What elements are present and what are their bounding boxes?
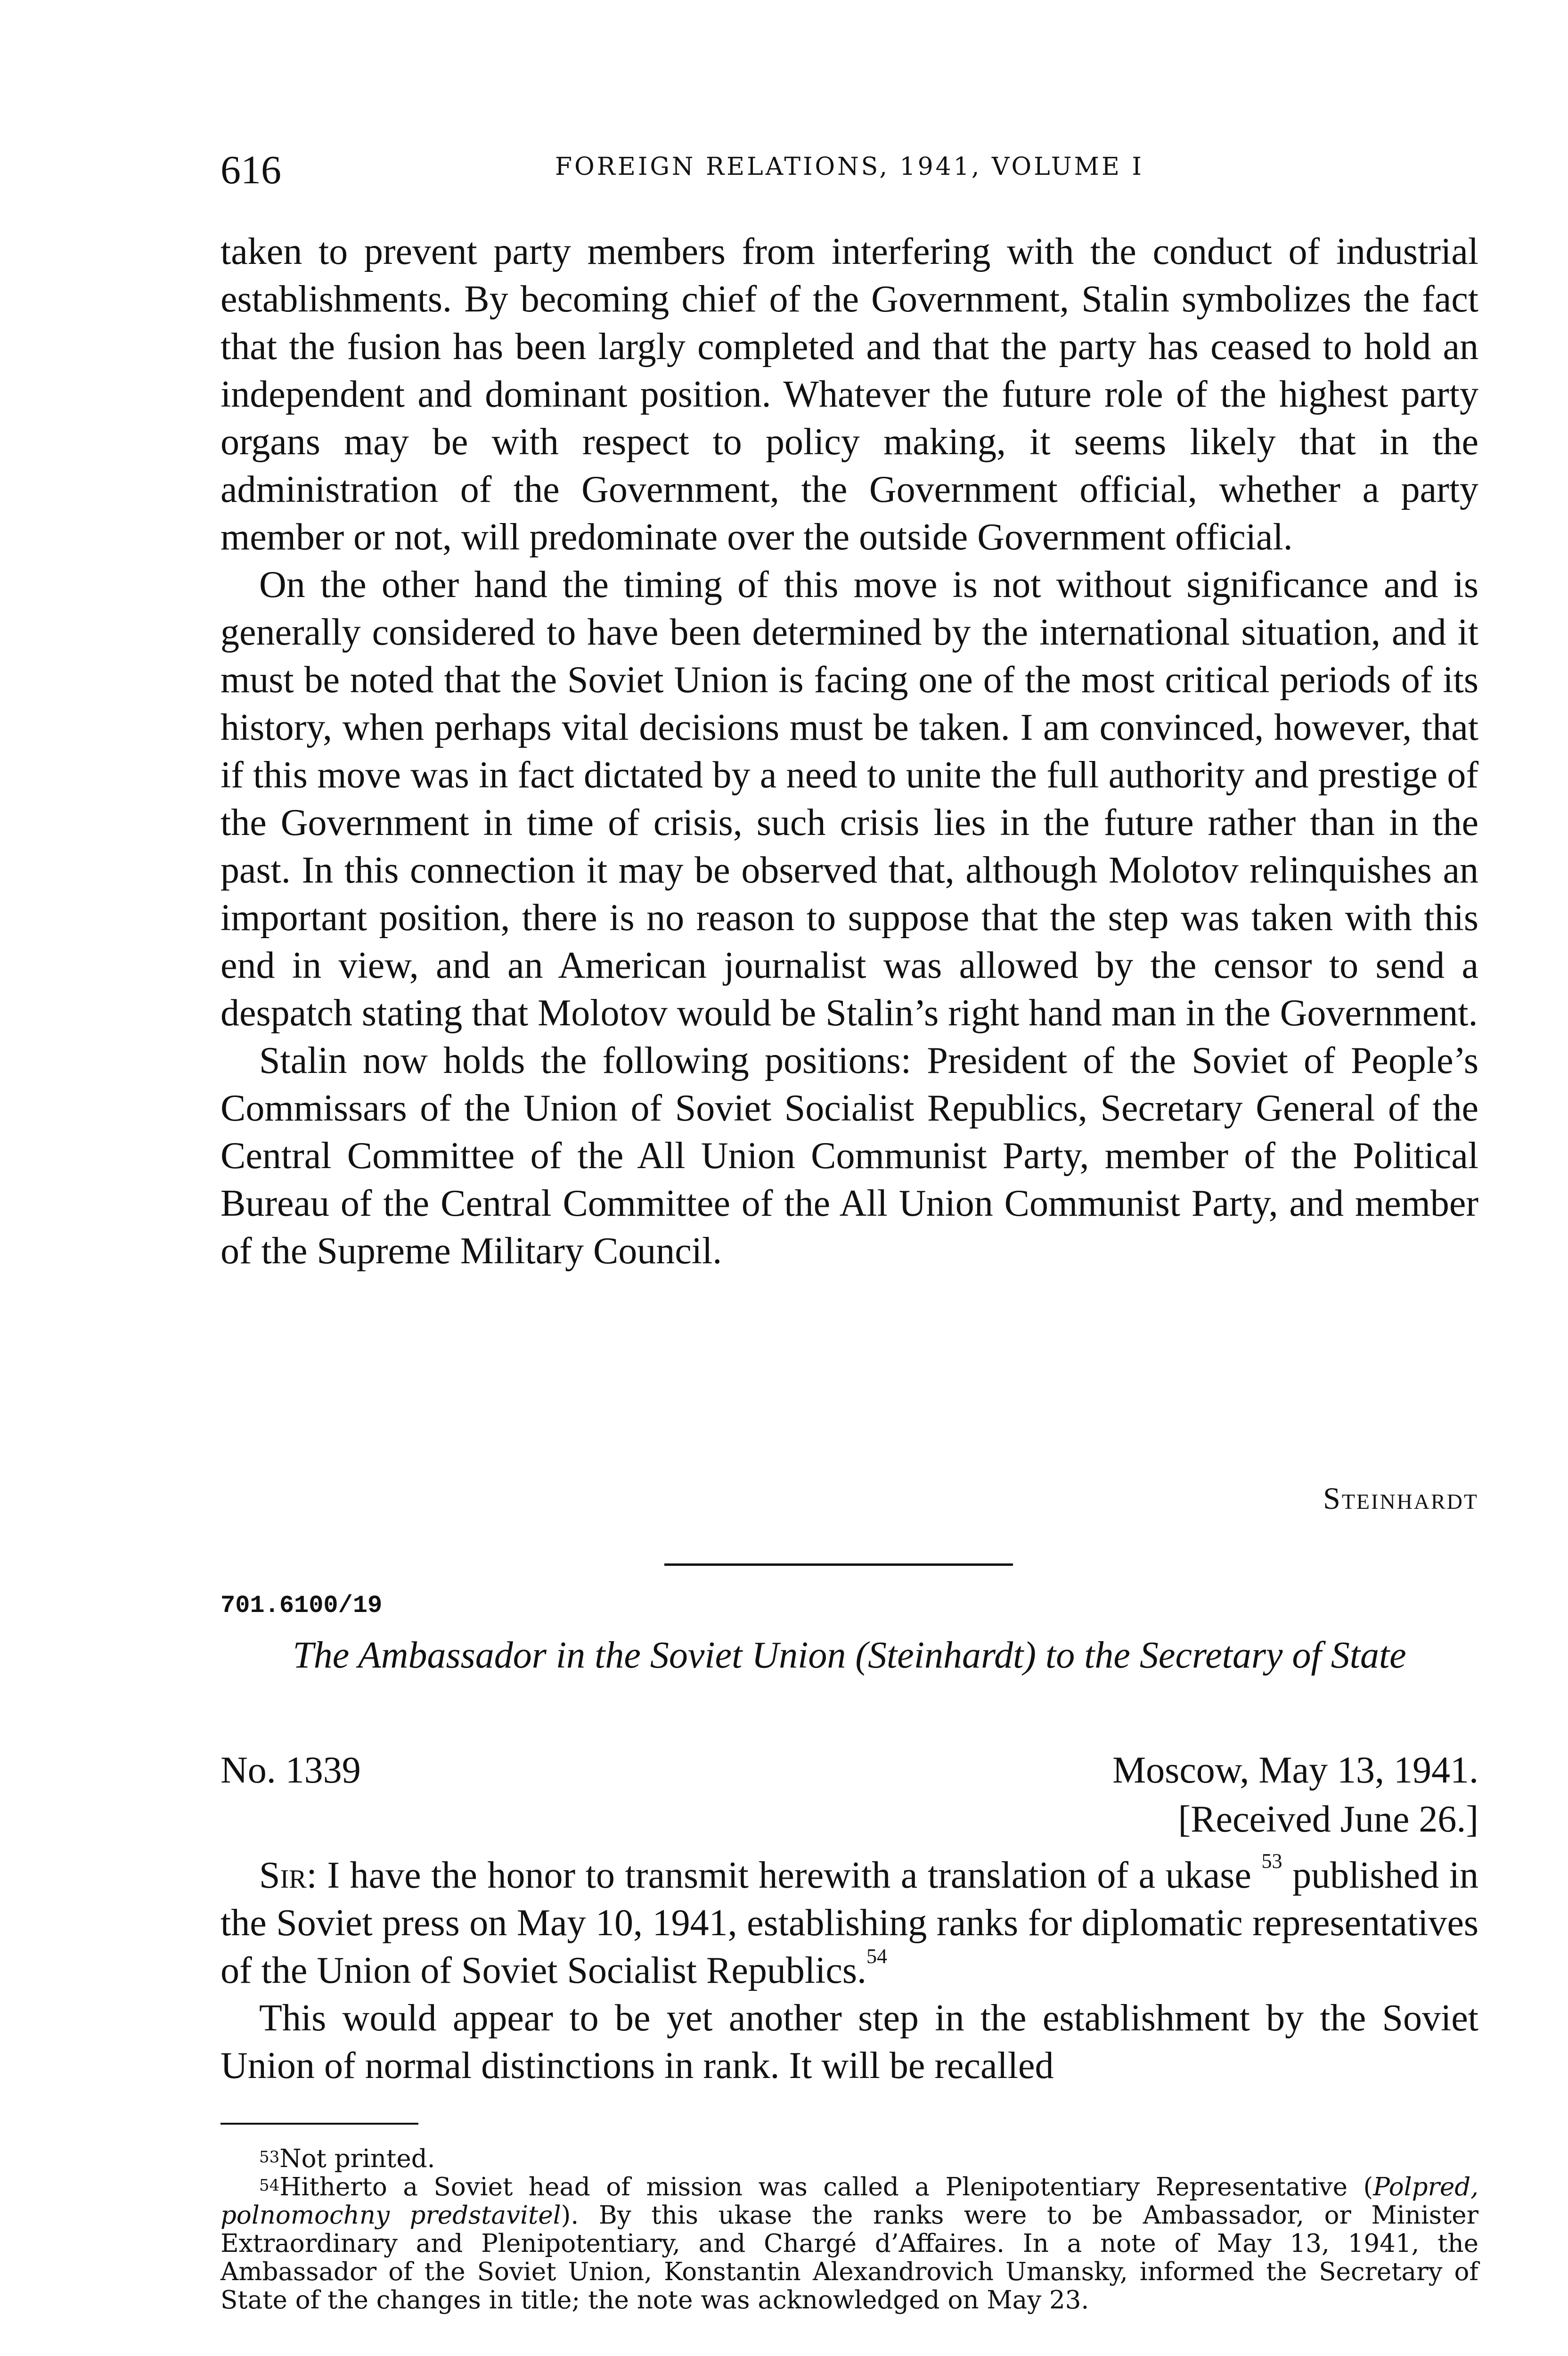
footnote-italic: Polpred, polnomochny predstavitel [220,2173,1478,2230]
footnote [220,2145,1478,2173]
file-number: 701.6100/19 [220,1592,383,1620]
letter-paragraph: This would appear to be yet another step in the establishment by the Soviet Union of normal distinctions in rank. It will be recalled [220,1997,1478,2086]
letter-paragraph [220,1849,1478,1995]
salutation: Sir [259,1855,307,1896]
place-date: Moscow, May 13, 1941. [1112,1750,1478,1791]
page-number: 616 [220,147,281,192]
footnote-text: Hitherto a Soviet head of mission was called a Plenipotentiary Representative ( [279,2173,1373,2201]
footnote-number: 53 [259,2148,280,2167]
footnote-text: Not printed. [279,2144,435,2173]
paragraph: taken to prevent party members from interfering with the conduct of industrial establishments. By becoming chief of the Government, Stalin symbolizes the fact that the fusion has been largly completed and that the party has ceased to hold an independent and dominant position. Whatever the future role of the highest party organs may be with respect to policy making, it seems likely that in the administration of the Government, the Government official, whether a party member or not, will predominate over the outside Government official. [220,231,1478,558]
footnote-ref: 53 [1261,1849,1282,1873]
footnote-rule [220,2123,418,2125]
received-date: [Received June 26.] [1178,1799,1478,1840]
letter-text: published in the Soviet press on May 10, 1941, establishing ranks for diplomatic representatives of the Union of Soviet Socialist Republics. [220,1855,1478,1991]
paragraph: Stalin now holds the following positions: President of the Soviet of People’s Commissars of the Union of Soviet Socialist Republics, Secretary General of the Central Committee of the All Union Communist Party, member of the Political Bureau of the Central Committee of the All Union Communist Party, and member of the Supreme Military Council. [220,1040,1478,1272]
footnote-ref: 54 [866,1945,887,1968]
footnote-number: 54 [259,2176,280,2195]
section-divider [664,1563,1013,1566]
document-number: No. 1339 [220,1750,361,1791]
footnotes [220,2145,1478,2315]
document-title: The Ambassador in the Soviet Union (Steinhardt) to the Secretary of State [293,1635,1406,1676]
paragraph: On the other hand the timing of this move is not without significance and is generally considered to have been determined by the international situation, and it must be noted that the Soviet Union is facing one of the most critical periods of its history, when perhaps vital decisions must be taken. I am convinced, however, that if this move was in fact dictated by a need to unite the full authority and prestige of the Government in time of crisis, such crisis lies in the future rather than in the past. In this connection it may be observed that, although Molotov relinquishes an important position, there is no reason to suppose that the step was taken with this end in view, and an American journalist was allowed by the censor to send a despatch stating that Molotov would be Stalin’s right hand man in the Government. [220,564,1478,1034]
footnote [220,2173,1478,2315]
running-head: FOREIGN RELATIONS, 1941, VOLUME I [555,153,1144,181]
signature: Steinhardt [1323,1481,1478,1516]
letter-text: : I have the honor to transmit herewith a translation of a ukase [306,1855,1251,1896]
letter-body [220,1849,1478,2090]
footnote-text: ). By this ukase the ranks were to be Ambassador, or Minister Extraordinary and Plenipotentiary, and Chargé d’Affaires. In a note of May 13, 1941, the Ambassador of the Soviet Union, Konstantin Alexandrovich Umansky, informed the Secretary of State of the changes in title; the note was acknowledged on May 23. [220,2201,1478,2315]
page-header [220,146,1478,198]
body-text [220,228,1478,1275]
